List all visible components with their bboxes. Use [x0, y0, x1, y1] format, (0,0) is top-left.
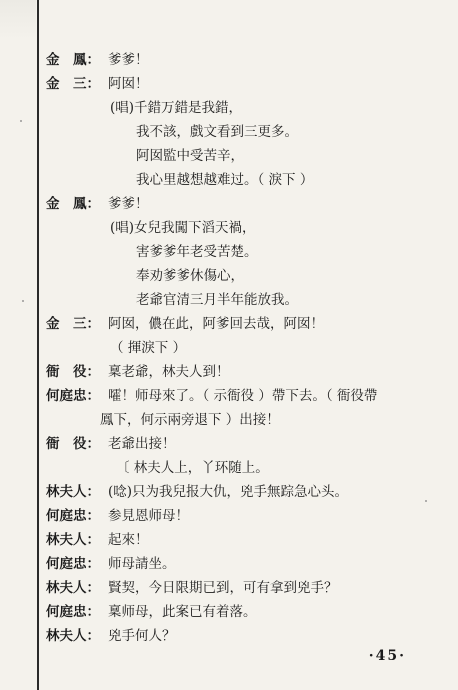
dialogue-text: 爹爹！ [108, 196, 149, 212]
dialogue-text: 爹爹！ [108, 52, 149, 68]
script-line [40, 216, 450, 240]
script-line [40, 504, 450, 528]
print-speck [20, 120, 22, 122]
print-speck [425, 500, 427, 502]
page-edge-shadow [0, 0, 36, 40]
script-line [40, 576, 450, 600]
binding-line [37, 0, 39, 690]
song-text: 奉劝爹爹休傷心， [136, 268, 244, 284]
script-line [40, 528, 450, 552]
speaker-name: 金 鳳： [46, 52, 100, 68]
speaker-name: 林夫人： [46, 532, 100, 548]
script-line [40, 384, 450, 408]
speaker-name: 何庭忠： [46, 508, 100, 524]
script-page [40, 48, 450, 648]
script-line [40, 120, 450, 144]
speaker-name: 林夫人： [46, 484, 100, 500]
page-number: ·45· [368, 648, 406, 664]
script-line [40, 480, 450, 504]
speaker-name: 何庭忠： [46, 388, 100, 404]
speaker-name: 金 三： [46, 316, 100, 332]
script-line [40, 408, 450, 432]
script-line [40, 360, 450, 384]
print-speck [22, 300, 24, 302]
script-line [40, 552, 450, 576]
script-line [40, 144, 450, 168]
script-line [40, 624, 450, 648]
song-text: 我不該，戲文看到三更多。 [136, 124, 298, 140]
dialogue-text: 鳳下，何示兩旁退下 ）出接！ [100, 412, 280, 428]
song-text: (唱)千錯万錯是我錯， [110, 100, 243, 116]
script-line [40, 72, 450, 96]
speaker-name: 林夫人： [46, 580, 100, 596]
stage-direction: 〔 林夫人上，丫环随上。 [116, 460, 269, 476]
script-line [40, 288, 450, 312]
dialogue-text: 稟师母，此案已有着落。 [108, 604, 257, 620]
speaker-name: 金 鳳： [46, 196, 100, 212]
script-line [40, 264, 450, 288]
song-text: 我心里越想越难过。（ 淚下 ） [136, 172, 314, 188]
dialogue-text: (唸)只为我兒报大仇，兇手無踪急心头。 [108, 484, 349, 500]
song-text: 害爹爹年老受苦楚。 [136, 244, 258, 260]
speaker-name: 林夫人： [46, 628, 100, 644]
script-line [40, 48, 450, 72]
script-line [40, 336, 450, 360]
dialogue-text: 师母請坐。 [108, 556, 176, 572]
script-line [40, 96, 450, 120]
speaker-name: 何庭忠： [46, 556, 100, 572]
song-text: (唱)女兒我闖下滔天禍， [110, 220, 256, 236]
script-line [40, 600, 450, 624]
script-line [40, 456, 450, 480]
song-text: 阿囡監中受苦辛， [136, 148, 244, 164]
dialogue-text: 兇手何人？ [108, 628, 176, 644]
script-line [40, 168, 450, 192]
dialogue-text: 阿囡，儂在此，阿爹回去哉，阿囡！ [108, 316, 324, 332]
dialogue-text: 阿囡！ [108, 76, 149, 92]
stage-direction: （ 揮淚下 ） [110, 340, 187, 356]
dialogue-text: 賢契，今日限期已到，可有拿到兇手？ [108, 580, 338, 596]
dialogue-text: 稟老爺，林夫人到！ [108, 364, 230, 380]
dialogue-text: 参見恩师母！ [108, 508, 189, 524]
speaker-name: 衙 役： [46, 364, 100, 380]
script-line [40, 192, 450, 216]
script-line [40, 432, 450, 456]
dialogue-text: 老爺出接！ [108, 436, 176, 452]
speaker-name: 何庭忠： [46, 604, 100, 620]
script-line [40, 240, 450, 264]
speaker-name: 衙 役： [46, 436, 100, 452]
dialogue-text: 起來！ [108, 532, 149, 548]
dialogue-text: 嚯！师母來了。（ 示衙役 ）帶下去。（ 衙役帶 [108, 388, 378, 404]
script-line [40, 312, 450, 336]
speaker-name: 金 三： [46, 76, 100, 92]
song-text: 老爺官清三月半年能放我。 [136, 292, 298, 308]
